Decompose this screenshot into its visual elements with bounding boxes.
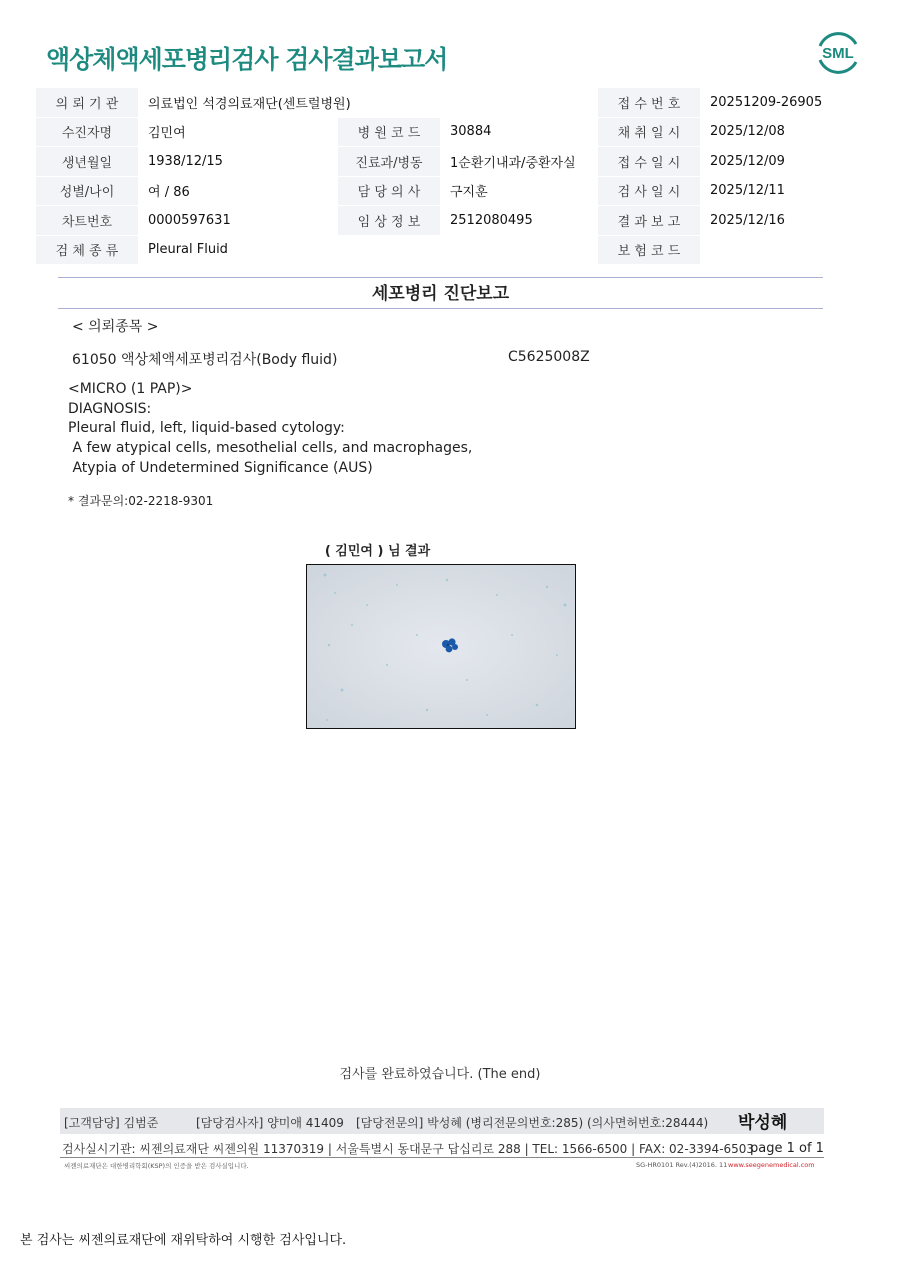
section-title: 세포병리 진단보고: [371, 284, 510, 304]
divider: [60, 1157, 824, 1158]
diagnosis-line: DIAGNOSIS:: [68, 401, 152, 417]
info-label: 수진자명: [36, 117, 138, 147]
info-value: 0000597631: [138, 206, 338, 236]
patient-info-table: [36, 88, 864, 265]
form-code: SG-HR0101 Rev.(4)2016. 11: [636, 1161, 728, 1169]
outsourcing-note: 본 검사는 씨젠의료재단에 재위탁하여 시행한 검사입니다.: [20, 1233, 347, 1248]
info-value: [700, 235, 864, 265]
info-row: [36, 147, 864, 177]
info-value: 2025/12/08: [700, 117, 864, 147]
customer-manager: [고객담당] 김범준: [64, 1116, 159, 1130]
info-label: 진료과/병동: [338, 147, 440, 177]
order-heading: < 의뢰종목 >: [72, 319, 159, 335]
info-label: 검 사 일 시: [598, 176, 700, 206]
info-value: 1순환기내과/중환자실: [440, 147, 598, 177]
info-label: 결 과 보 고: [598, 206, 700, 236]
info-label: 차트번호: [36, 206, 138, 236]
info-value: Pleural Fluid: [138, 235, 598, 265]
info-value: 1938/12/15: [138, 147, 338, 177]
diagnosis-line: <MICRO (1 PAP)>: [68, 381, 193, 397]
info-row: [36, 117, 864, 147]
info-value: 의료법인 석경의료재단(센트럴병원): [138, 88, 598, 117]
info-label: 담 당 의 사: [338, 176, 440, 206]
info-label: 성별/나이: [36, 176, 138, 206]
info-value: 여 / 86: [138, 176, 338, 206]
info-label: 병 원 코 드: [338, 117, 440, 147]
info-label: 접 수 번 호: [598, 88, 700, 117]
page-number: page 1 of 1: [750, 1141, 824, 1156]
inquiry-phone: * 결과문의:02-2218-9301: [68, 494, 214, 508]
info-value: 30884: [440, 117, 598, 147]
info-row: [36, 176, 864, 206]
info-label: 임 상 정 보: [338, 206, 440, 236]
institution-info: 검사실시기관: 씨젠의료재단 씨젠의원 11370319 | 서울특별시 동대문구 답십리로 288 | TEL: 1566-6500 | FAX: 02-3394-6503: [62, 1142, 755, 1156]
cytology-image: [306, 564, 576, 729]
info-value: 김민여: [138, 117, 338, 147]
accreditation-note: 씨젠의료재단은 대한병리학회(KSP)의 인증을 받은 검사실입니다.: [64, 1162, 249, 1170]
pathologist-signature: 박성혜: [738, 1113, 788, 1133]
info-value: 20251209-26905: [700, 88, 864, 117]
info-row: [36, 88, 864, 117]
order-item: 61050 액상체액세포병리검사(Body fluid): [72, 352, 338, 368]
info-value: 2025/12/09: [700, 147, 864, 177]
pathologist: [담당전문의] 박성혜 (병리전문의번호:285) (의사면허번호:28444): [356, 1116, 709, 1130]
info-value: 2025/12/16: [700, 206, 864, 236]
info-label: 접 수 일 시: [598, 147, 700, 177]
info-label: 의 뢰 기 관: [36, 88, 138, 117]
diagnosis-line: Atypia of Undetermined Significance (AUS): [68, 460, 373, 476]
info-row: [36, 235, 864, 265]
info-label: 보 험 코 드: [598, 235, 700, 265]
divider-top: [58, 277, 823, 278]
info-label: 생년월일: [36, 147, 138, 177]
sml-logo: [812, 28, 864, 76]
order-code: C5625008Z: [508, 349, 590, 365]
end-of-report: 검사를 완료하였습니다. (The end): [339, 1067, 541, 1082]
diagnosis-line: A few atypical cells, mesothelial cells, and macrophages,: [68, 440, 473, 456]
diagnosis-line: Pleural fluid, left, liquid-based cytology:: [68, 420, 345, 436]
info-value: 구지훈: [440, 176, 598, 206]
staff-bar: [60, 1108, 824, 1134]
info-value: 2025/12/11: [700, 176, 864, 206]
report-title: 액상체액세포병리검사 검사결과보고서: [46, 45, 448, 74]
info-row: [36, 206, 864, 236]
divider-bottom: [58, 308, 823, 309]
logo-text: SML: [822, 45, 854, 62]
website-link[interactable]: www.seegenemedical.com: [728, 1161, 815, 1169]
info-label: 검 체 종 류: [36, 235, 138, 265]
info-value: 2512080495: [440, 206, 598, 236]
image-caption: ( 김민여 ) 님 결과: [324, 544, 431, 559]
technician: [담당검사자] 양미애 41409: [196, 1116, 344, 1130]
info-label: 채 취 일 시: [598, 117, 700, 147]
